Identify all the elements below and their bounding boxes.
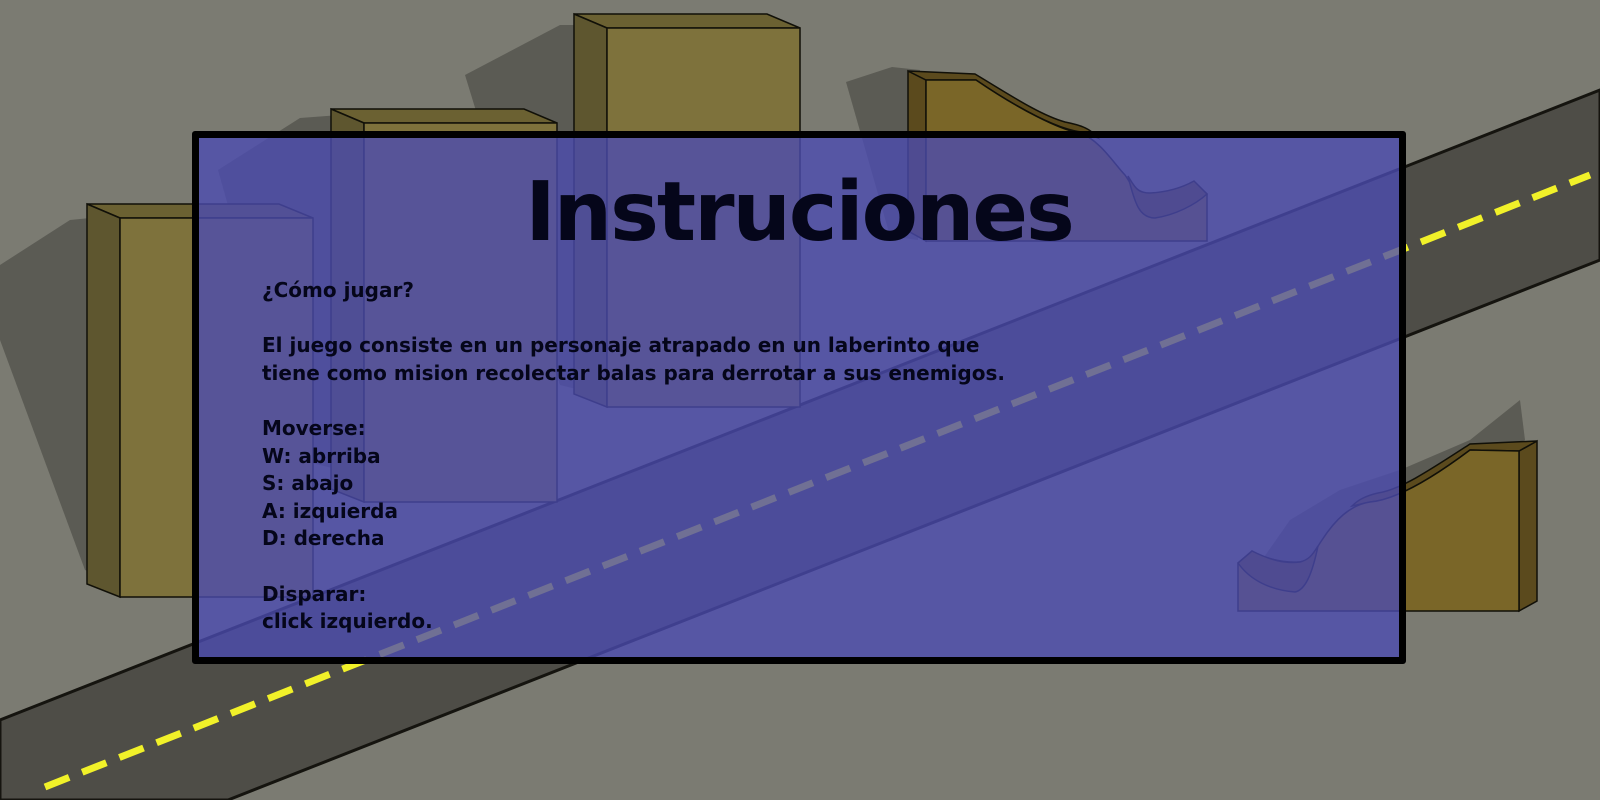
spacer <box>262 387 1262 415</box>
spacer <box>262 553 1262 581</box>
instructions-panel <box>192 131 1406 664</box>
control-up: W: abrriba <box>262 443 381 468</box>
building-mid-left-top <box>331 109 557 123</box>
move-heading: Moverse: <box>262 415 366 440</box>
control-down: S: abajo <box>262 471 354 496</box>
building-center-top <box>574 14 800 28</box>
description-line-1: El juego consiste en un personaje atrapado en un laberinto que <box>262 333 980 358</box>
how-to-play-heading: ¿Cómo jugar? <box>262 278 414 302</box>
spacer <box>262 305 1262 333</box>
shoot-heading: Disparar: <box>262 581 367 606</box>
instructions-title: Instruciones <box>525 165 1073 260</box>
instructions-body <box>262 277 1262 636</box>
ruin-bottom-side <box>1519 441 1537 611</box>
shoot-control: click izquierdo. <box>262 609 433 634</box>
control-left: A: izquierda <box>262 498 398 523</box>
building-left-side <box>87 204 120 597</box>
description-line-2: tiene como mision recolectar balas para derrotar a sus enemigos. <box>262 360 1005 385</box>
control-right: D: derecha <box>262 526 385 551</box>
